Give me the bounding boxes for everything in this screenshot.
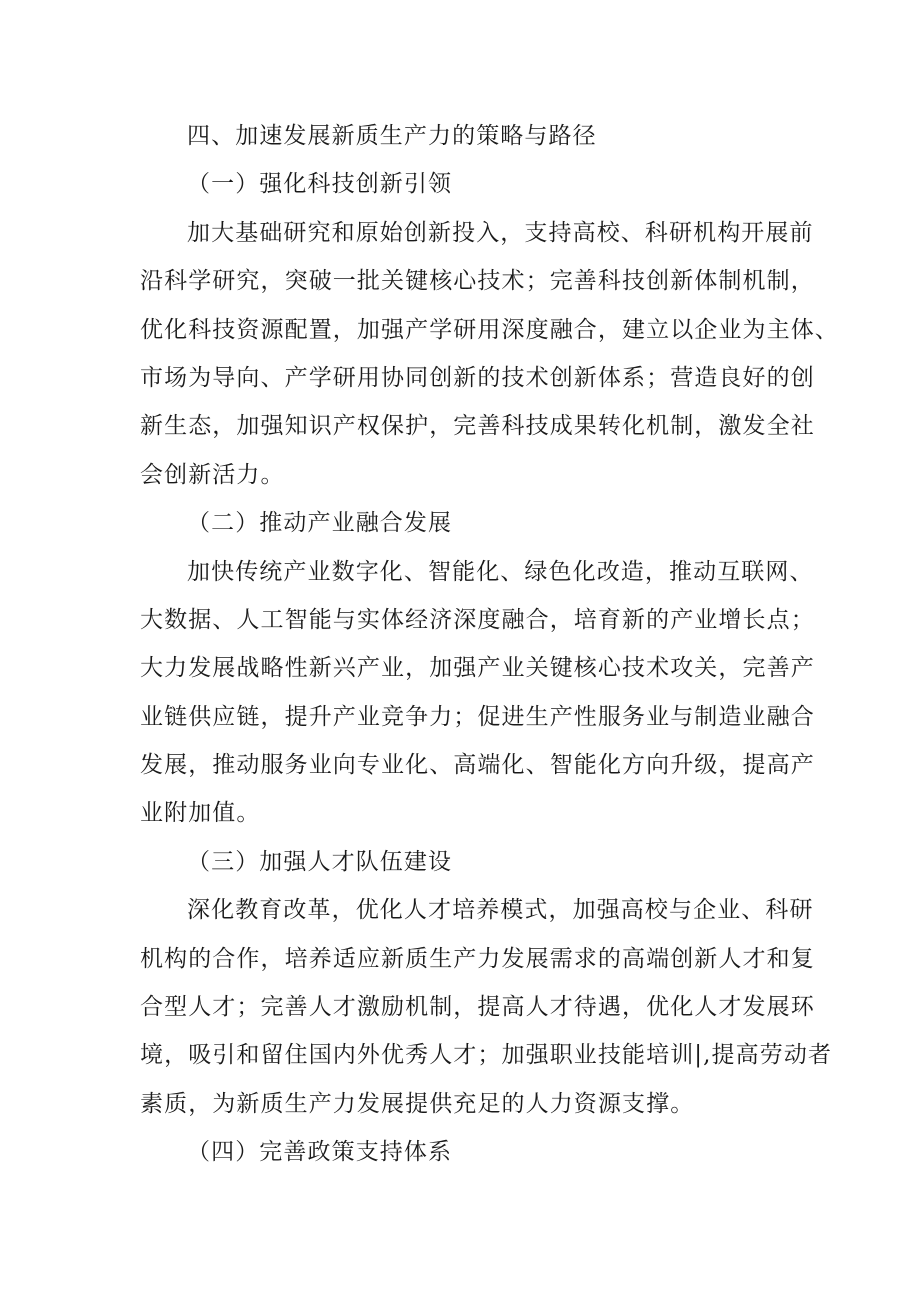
paragraph-line: 业链供应链，提升产业竞争力；促进生产性服务业与制造业融合: [140, 703, 815, 730]
paragraph-line: 加大基础研究和原始创新投入，支持高校、科研机构开展前: [187, 219, 814, 246]
paragraph-line: 加快传统产业数字化、智能化、绿色化改造，推动互联网、: [187, 558, 814, 585]
section-heading: 四、加速发展新质生产力的策略与路径: [187, 123, 597, 149]
paragraph-line: 合型人才；完善人才激励机制，提高人才待遇，优化人才发展环: [140, 994, 815, 1021]
document-body: [140, 112, 839, 1177]
paragraph-line: 素质，为新质生产力发展提供充足的人力资源支撑。: [140, 1090, 695, 1117]
paragraph-line: 境，吸引和留住国内外优秀人才；加强职业技能培训|,提高劳动者: [140, 1042, 833, 1069]
paragraph-line: 大力发展战略性新兴产业，加强产业关键核心技术攻关，完善产: [140, 655, 815, 682]
subsection-heading: （四）完善政策支持体系: [187, 1139, 453, 1166]
paragraph-line: 机构的合作，培养适应新质生产力发展需求的高端创新人才和复: [140, 945, 815, 972]
subsection-heading: （三）加强人才队伍建设: [187, 848, 453, 875]
paragraph-line: 发展，推动服务业向专业化、高端化、智能化方向升级，提高产: [140, 752, 815, 779]
paragraph-line: 优化科技资源配置，加强产学研用深度融合，建立以企业为主体、: [140, 316, 839, 343]
paragraph-line: 会创新活力。: [140, 461, 285, 488]
paragraph-line: 大数据、人工智能与实体经济深度融合，培育新的产业增长点；: [140, 606, 815, 633]
paragraph-line: 深化教育改革，优化人才培养模式，加强高校与企业、科研: [187, 897, 814, 924]
paragraph-line: 沿科学研究，突破一批关键核心技术；完善科技创新体制机制，: [140, 268, 815, 295]
subsection-heading: （一）强化科技创新引领: [187, 171, 453, 198]
subsection-heading: （二）推动产业融合发展: [187, 510, 453, 537]
paragraph-line: 业附加值。: [140, 800, 261, 827]
paragraph-line: 新生态，加强知识产权保护，完善科技成果转化机制，激发全社: [140, 413, 815, 440]
paragraph-line: 市场为导向、产学研用协同创新的技术创新体系；营造良好的创: [140, 364, 815, 391]
